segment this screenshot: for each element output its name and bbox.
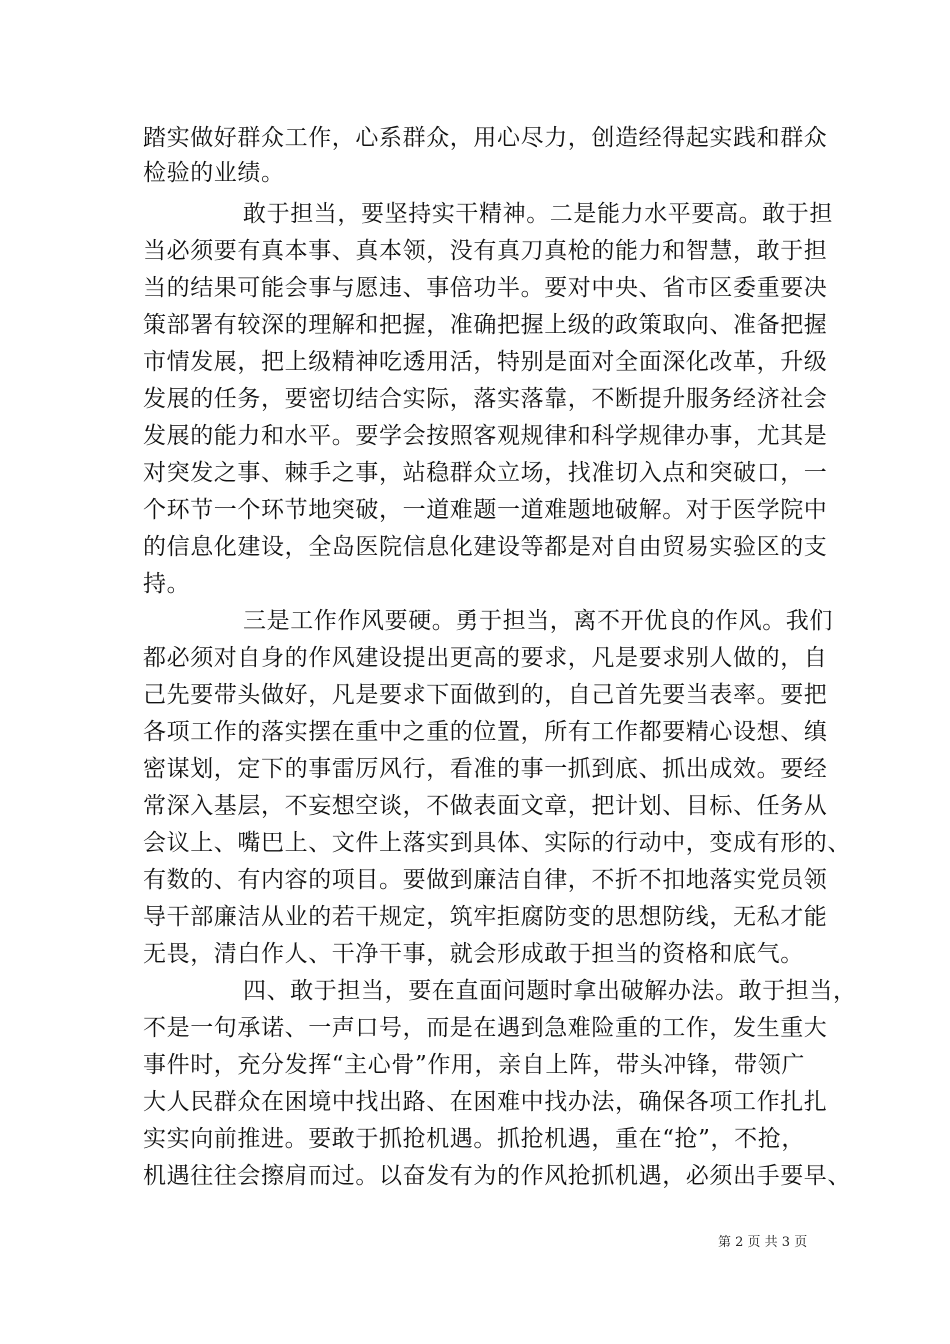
body-line: 有数的、有内容的项目。要做到廉洁自律，不折不扣地落实党员领 [143, 867, 828, 893]
paragraph-start-line: 三是工作作风要硬。勇于担当，离不开优良的作风。我们 [243, 608, 833, 634]
page-number-footer: 第 2 页 共 3 页 [718, 1235, 808, 1250]
body-line: 无畏，清白作人、干净干事，就会形成敢于担当的资格和底气。 [143, 941, 804, 967]
body-line: 实实向前推进。要敢于抓抢机遇。抓抢机遇，重在“抢”，不抢， [143, 1126, 805, 1152]
body-line: 大人民群众在困境中找出路、在困难中找办法，确保各项工作扎扎 [143, 1089, 828, 1115]
body-line: 会议上、嘴巴上、文件上落实到具体、实际的行动中，变成有形的、 [143, 830, 851, 856]
body-line: 不是一句承诺、一声口号，而是在遇到急难险重的工作，发生重大 [143, 1015, 828, 1041]
body-line: 的信息化建设，全岛医院信息化建设等都是对自由贸易实验区的支 [143, 534, 828, 560]
body-line: 踏实做好群众工作，心系群众，用心尽力，创造经得起实践和群众 [143, 125, 828, 151]
body-line: 对突发之事、棘手之事，站稳群众立场，找准切入点和突破口，一 [143, 460, 828, 486]
body-line: 市情发展，把上级精神吃透用活，特别是面对全面深化改革，升级 [143, 349, 828, 375]
body-line: 持。 [143, 571, 191, 597]
body-line: 己先要带头做好，凡是要求下面做到的，自己首先要当表率。要把 [143, 682, 828, 708]
body-line: 各项工作的落实摆在重中之重的位置，所有工作都要精心设想、缜 [143, 719, 828, 745]
paragraph-start-line: 敢于担当，要坚持实干精神。二是能力水平要高。敢于担 [243, 201, 833, 227]
body-line: 当必须要有真本事、真本领，没有真刀真枪的能力和智慧，敢于担 [143, 238, 828, 264]
body-line: 常深入基层，不妄想空谈，不做表面文章，把计划、目标、任务从 [143, 793, 828, 819]
body-line: 发展的能力和水平。要学会按照客观规律和科学规律办事，尤其是 [143, 423, 828, 449]
body-line: 机遇往往会擦肩而过。以奋发有为的作风抢抓机遇，必须出手要早、 [143, 1163, 851, 1189]
body-line: 检验的业绩。 [143, 160, 285, 186]
body-line: 导干部廉洁从业的若干规定，筑牢拒腐防变的思想防线，无私才能 [143, 904, 828, 930]
body-line: 都必须对自身的作风建设提出更高的要求，凡是要求别人做的，自 [143, 645, 828, 671]
body-line: 当的结果可能会事与愿违、事倍功半。要对中央、省市区委重要决 [143, 275, 828, 301]
body-line: 策部署有较深的理解和把握，准确把握上级的政策取向、准备把握 [143, 312, 828, 338]
body-line: 密谋划，定下的事雷厉风行，看准的事一抓到底、抓出成效。要经 [143, 756, 828, 782]
paragraph-start-line: 四、敢于担当，要在直面问题时拿出破解办法。敢于担当， [243, 978, 857, 1004]
body-line: 个环节一个环节地突破，一道难题一道难题地破解。对于医学院中 [143, 497, 828, 523]
body-line: 事件时，充分发挥“主心骨”作用，亲自上阵，带头冲锋，带领广 [143, 1052, 805, 1078]
body-line: 发展的任务，要密切结合实际，落实落靠，不断提升服务经济社会 [143, 386, 828, 412]
